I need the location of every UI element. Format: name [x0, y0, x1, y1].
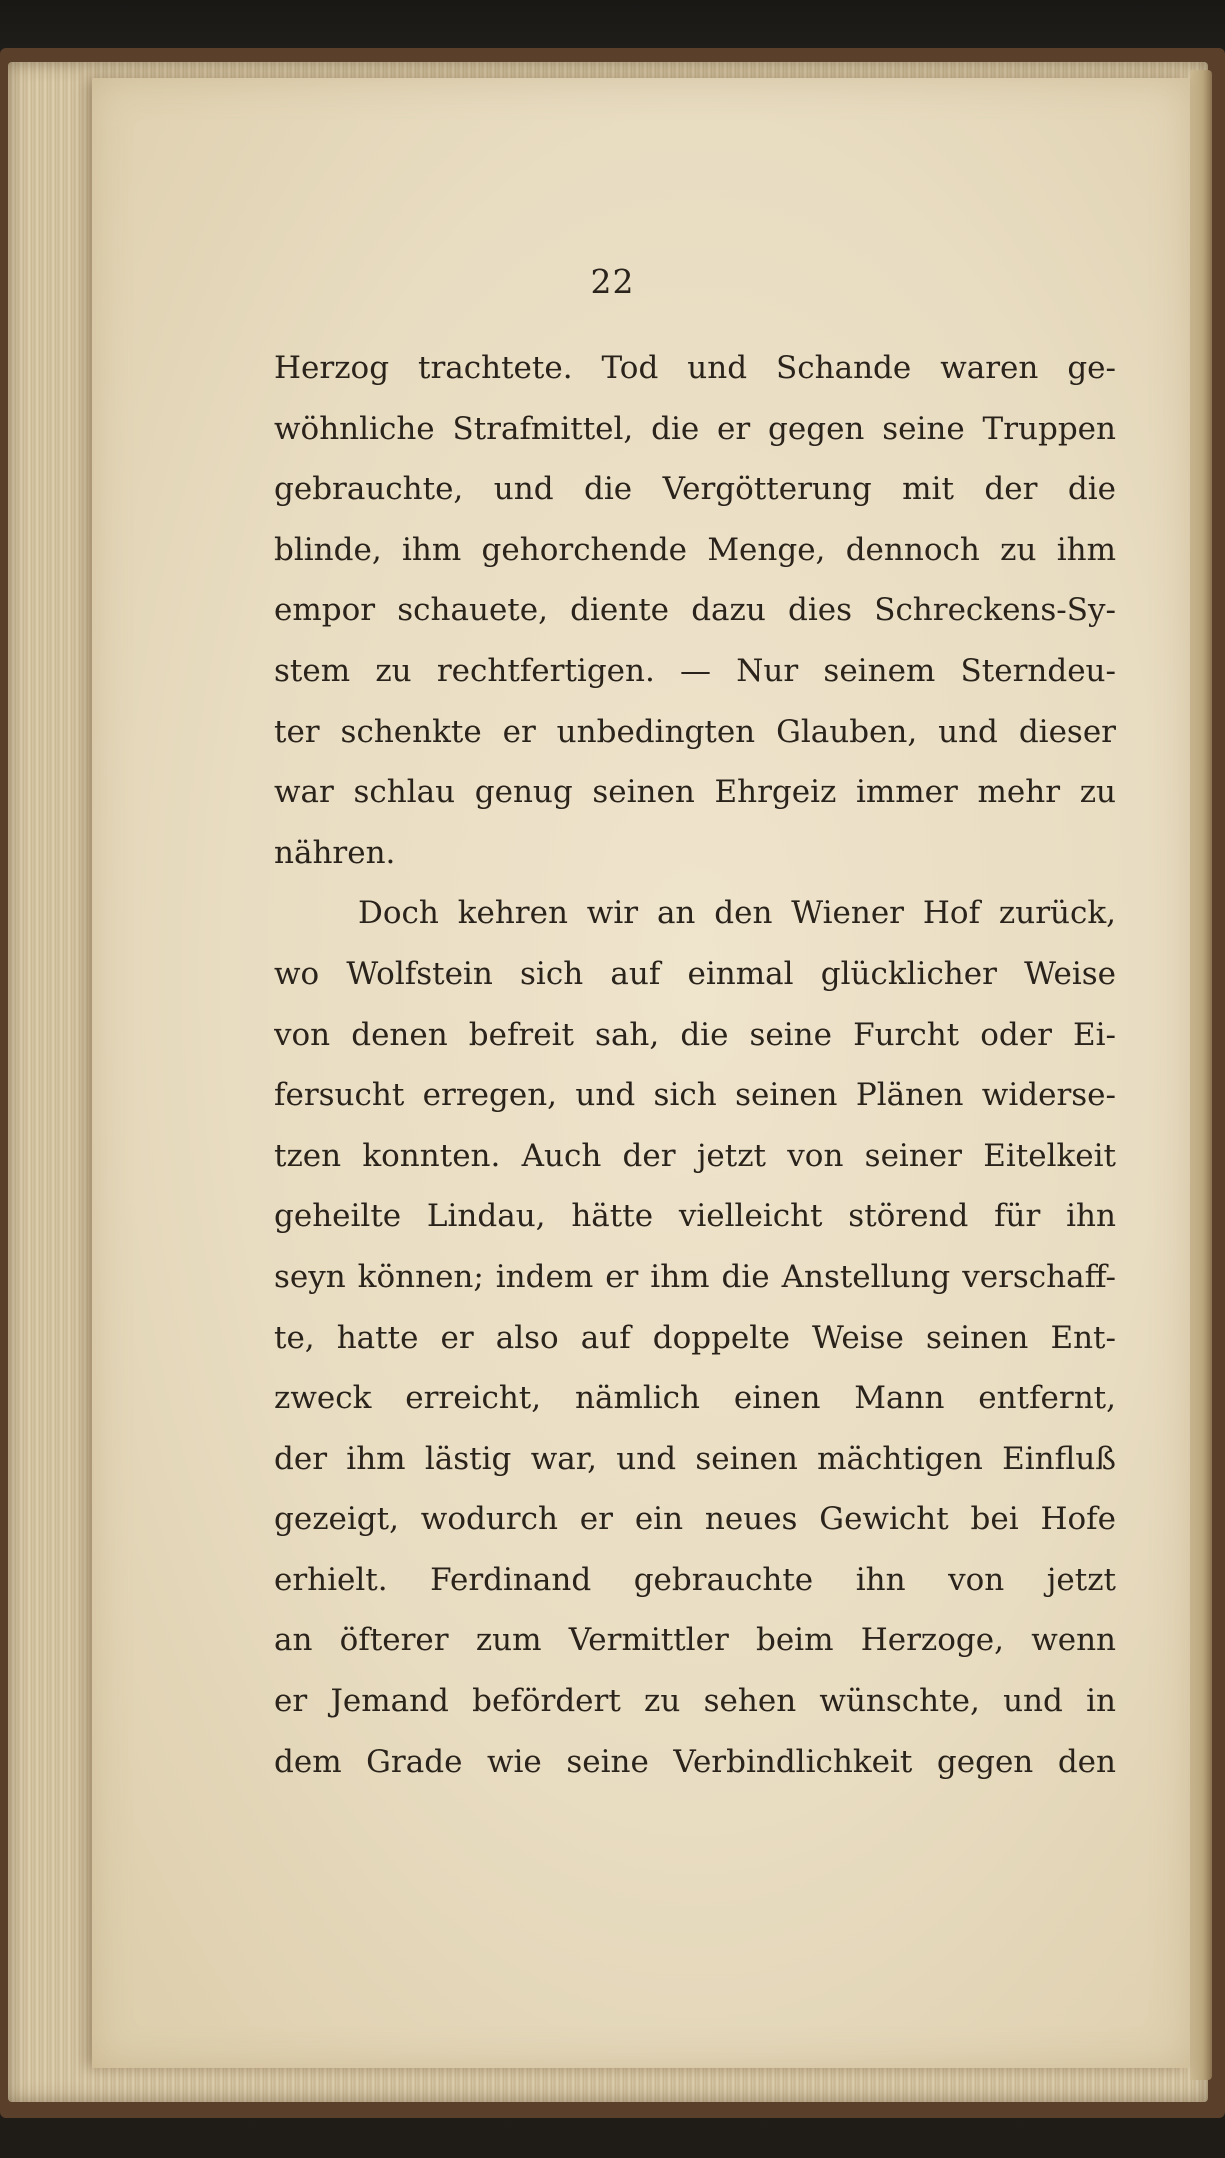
text-line: er Jemand befördert zu sehen wünschte, und in	[274, 1683, 1116, 1720]
text-line: nähren.	[274, 834, 396, 871]
text-line: wöhnliche Strafmittel, die er gegen seine Truppen	[274, 410, 1116, 447]
text-line: seyn können; indem er ihm die Anstellung verschaff-	[274, 1258, 1116, 1295]
text-line: an öfterer zum Vermittler beim Herzoge, wenn	[274, 1622, 1116, 1659]
text-line: stem zu rechtfertigen. — Nur seinem Sterndeu-	[274, 652, 1116, 689]
text-line: ter schenkte er unbedingten Glauben, und dieser	[274, 713, 1116, 750]
text-line: Doch kehren wir an den Wiener Hof zurück,	[358, 895, 1116, 932]
page-number: 22	[590, 262, 635, 301]
text-line: blinde, ihm gehorchende Menge, dennoch zu ihm	[274, 531, 1116, 568]
text-line: gebrauchte, und die Vergötterung mit der die	[274, 471, 1116, 508]
body-text	[274, 338, 1116, 1792]
text-line: wo Wolfstein sich auf einmal glücklicher Weise	[274, 955, 1116, 992]
text-line: empor schauete, diente dazu dies Schreckens-Sy-	[274, 592, 1116, 629]
text-line: dem Grade wie seine Verbindlichkeit gegen den	[274, 1743, 1116, 1780]
text-line: zweck erreicht, nämlich einen Mann entfernt,	[274, 1380, 1116, 1417]
text-line: von denen befreit sah, die seine Furcht oder Ei-	[274, 1016, 1116, 1053]
text-line: gezeigt, wodurch er ein neues Gewicht bei Hofe	[274, 1501, 1116, 1538]
text-line: war schlau genug seinen Ehrgeiz immer mehr zu	[274, 774, 1116, 811]
text-line: der ihm lästig war, und seinen mächtigen Einfluß	[274, 1440, 1116, 1477]
text-line: geheilte Lindau, hätte vielleicht störend für ihn	[274, 1198, 1116, 1235]
page-right-edge	[1190, 70, 1212, 2080]
text-line: tzen konnten. Auch der jetzt von seiner Eitelkeit	[274, 1137, 1116, 1174]
text-line: fersucht erregen, und sich seinen Plänen widerse-	[274, 1077, 1116, 1114]
text-line: te, hatte er also auf doppelte Weise seinen Ent-	[274, 1319, 1116, 1356]
text-line: Herzog trachtete. Tod und Schande waren ge-	[274, 350, 1116, 386]
text-line: erhielt. Ferdinand gebrauchte ihn von jetzt	[274, 1561, 1116, 1598]
